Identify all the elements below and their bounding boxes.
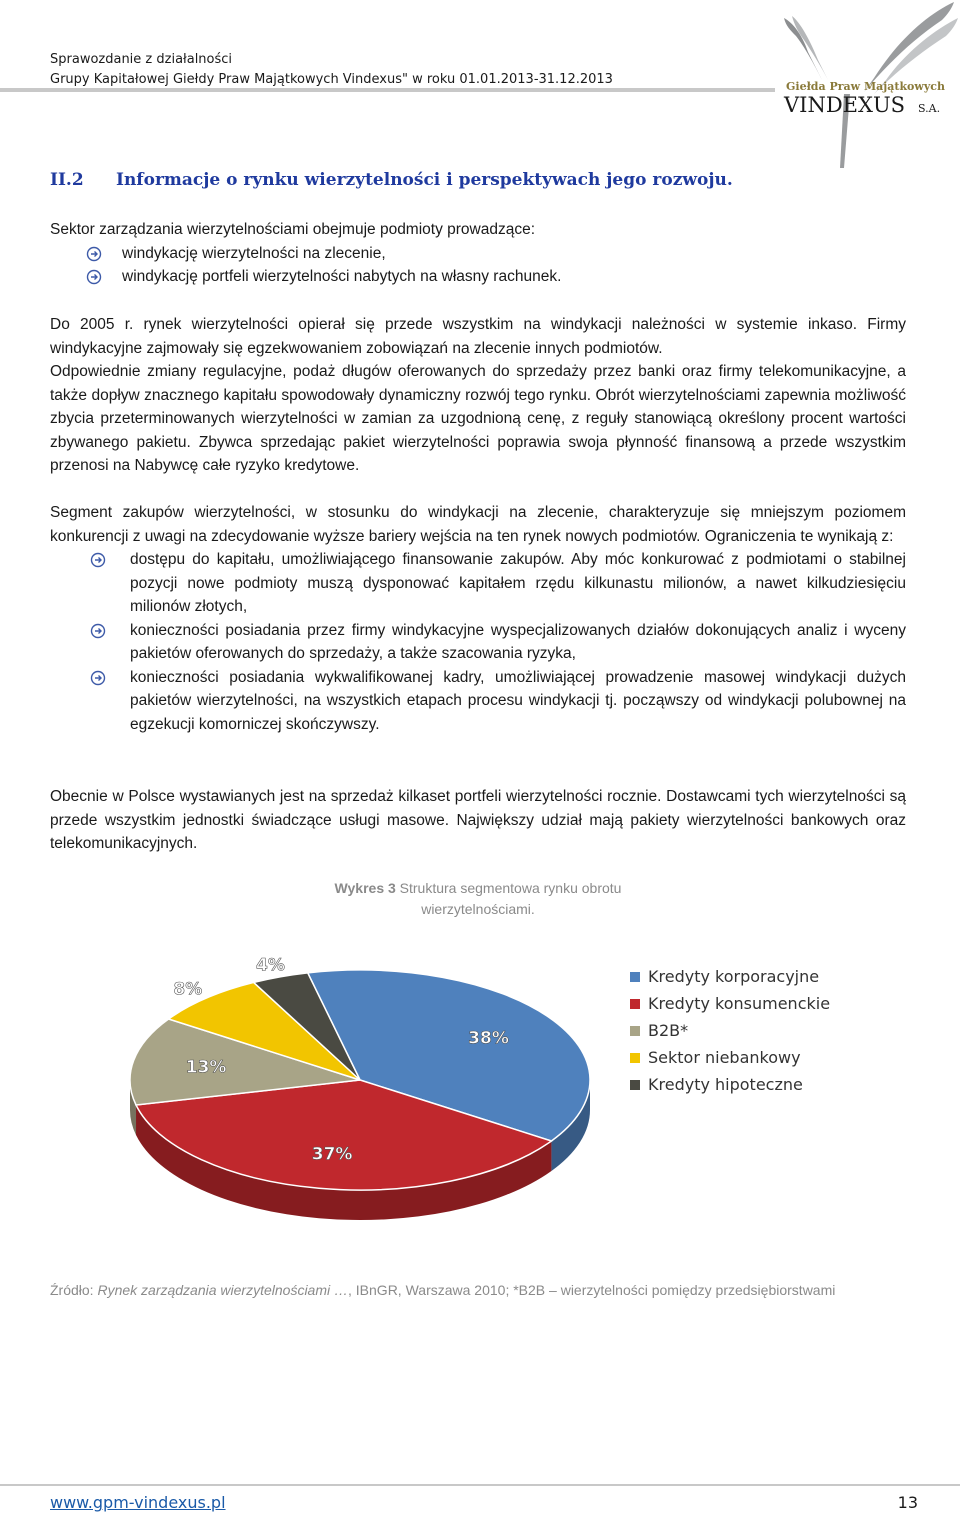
paragraph-1-sentence-a: Do 2005 r. rynek wierzytelności opierał się przede wszystkim na windykacji należności w systemie inkaso. Firmy windykacyjne zajmowały się egzekwowaniem zobowiązań na zlecenie innych podmiotów. xyxy=(50,316,906,357)
legend-label-0: Kredyty korporacyjne xyxy=(648,967,820,986)
logo-brand: VINDEXUS xyxy=(784,93,906,117)
legend-label-2: B2B* xyxy=(648,1021,689,1040)
chart-legend xyxy=(630,967,830,1094)
circle-arrow-bullet-icon xyxy=(90,670,106,686)
pie-slices xyxy=(130,970,590,1190)
legend-label-1: Kredyty konsumenckie xyxy=(648,994,831,1013)
section-title-text: Informacje o rynku wierzytelności i perspektywach jego rozwoju. xyxy=(116,170,733,190)
source-rest: , IBnGR, Warszawa 2010; *B2B – wierzytelności pomiędzy przedsiębiorstwami xyxy=(348,1282,836,1298)
intro-block xyxy=(50,218,906,289)
caption-text-a: Struktura segmentowa rynku obrotu xyxy=(399,880,622,896)
intro-lead: Sektor zarządzania wierzytelnościami obejmuje podmioty prowadzące: xyxy=(50,221,536,238)
circle-arrow-bullet-icon xyxy=(86,269,102,285)
caption-label: Wykres 3 xyxy=(334,880,396,896)
pie-label-0: 38% xyxy=(468,1028,509,1049)
section-number: II.2 xyxy=(50,170,84,190)
legend-swatch-2 xyxy=(630,1026,640,1036)
section-title xyxy=(50,170,733,190)
logo-top-text: Giełda Praw Majątkowych xyxy=(786,80,945,93)
paragraph-2 xyxy=(50,501,906,736)
pie-label-2: 13% xyxy=(185,1057,227,1078)
logo-wing-left xyxy=(784,18,822,80)
paragraph-1-sentence-b: Odpowiednie zmiany regulacyjne, podaż długów oferowanych do sprzedaży przez banki oraz firmy telekomunikacyjne, a także dopływ znacznego kapitału spowodowały dynamiczny rozwój tego rynku. Obrót wierzytelnościami zapewnia możliwość zbycia przeterminowanych wierzytelności w zamian za uzgodnioną cenę, z reguły stanowiącą określony procent wartości zbywanego pakietu. Zbywca sprzedając pakiet wierzytelności poprawia swoja płynność finansową a przede wszystkim przenosi na Nabywcę całe ryzyko kredytowe. xyxy=(50,363,906,474)
legend-swatch-4 xyxy=(630,1080,640,1090)
header-line-1: Sprawozdanie z działalności xyxy=(50,52,233,67)
paragraph-2-lead: Segment zakupów wierzytelności, w stosunku do windykacji na zlecenie, charakteryzuje się mniejszym poziomem konkurencji z uwagi na zdecydowanie wyższe bariery wejścia na ten rynek nowych podmiotów. Ograniczenia te wynikają z: xyxy=(50,504,906,545)
paragraph-1 xyxy=(50,313,906,478)
pie-label-3: 8% xyxy=(173,979,203,1000)
circle-arrow-bullet-icon xyxy=(90,552,106,568)
intro-bullet-2: windykację portfeli wierzytelności nabytych na własny rachunek. xyxy=(122,268,562,285)
paragraph-3: Obecnie w Polsce wystawianych jest na sprzedaż kilkaset portfeli wierzytelności rocznie. Dostawcami tych wierzytelności są przede wszystkim jednostki świadczące usługi masowe. Największy udział mają pakiety wierzytelności bankowych oraz telekomunikacyjnych. xyxy=(50,788,906,852)
caption-text-b: wierzytelnościami. xyxy=(421,901,535,917)
barrier-bullet-2: konieczności posiadania przez firmy windykacyjne wyspecjalizowanych działów dokonujących analiz i wyceny pakietów oferowanych do sprzedaży, a także szacowania ryzyka, xyxy=(130,621,906,662)
footer-rule xyxy=(0,1484,960,1486)
barrier-bullet-1: dostępu do kapitału, umożliwiającego finansowanie zakupów. Aby móc konkurować z podmiotami o stabilnej pozycji nowe podmioty muszą dysponować kapitałem rzędu kilkunastu milionów, a nawet kilkudziesięciu milionów złotych, xyxy=(130,551,906,615)
list-item xyxy=(50,265,906,289)
list-item xyxy=(50,548,906,619)
logo-wing-right xyxy=(864,2,954,92)
logo-suffix: S.A. xyxy=(918,102,941,115)
header-line-2: Grupy Kapitałowej Giełdy Praw Majątkowych Vindexus" w roku 01.01.2013-31.12.2013 xyxy=(50,72,613,87)
source-title: Rynek zarządzania wierzytelnościami … xyxy=(97,1282,349,1298)
list-item xyxy=(50,619,906,666)
barrier-bullet-3: konieczności posiadania wykwalifikowanej kadry, umożliwiającej prowadzenie masowej windykacji dużych pakietów wierzytelności, na wszystkich etapach procesu windykacji tj. począwszy od windykacji polubownej na egzekucji komorniczej skończywszy. xyxy=(130,668,906,733)
list-item xyxy=(50,242,906,266)
legend-label-4: Kredyty hipoteczne xyxy=(648,1075,803,1094)
chart-caption xyxy=(300,878,656,920)
list-item xyxy=(50,666,906,737)
legend-swatch-1 xyxy=(630,999,640,1009)
market-structure-pie-chart xyxy=(120,930,860,1260)
page-number: 13 xyxy=(897,1493,918,1512)
footer-website-link[interactable]: www.gpm-vindexus.pl xyxy=(50,1493,226,1512)
vindexus-logo xyxy=(778,0,960,172)
circle-arrow-bullet-icon xyxy=(86,246,102,262)
intro-bullet-1: windykację wierzytelności na zlecenie, xyxy=(122,244,386,262)
legend-swatch-0 xyxy=(630,972,640,982)
circle-arrow-bullet-icon xyxy=(90,623,106,639)
report-header xyxy=(50,50,613,90)
legend-label-3: Sektor niebankowy xyxy=(648,1048,801,1067)
source-prefix: Źródło: xyxy=(50,1282,94,1298)
pie-label-4: 4% xyxy=(256,955,285,976)
logo-wing-left-inner xyxy=(792,16,828,80)
pie-label-1: 37% xyxy=(311,1144,353,1165)
chart-source xyxy=(50,1282,835,1298)
legend-swatch-3 xyxy=(630,1053,640,1063)
header-rule xyxy=(0,88,775,92)
